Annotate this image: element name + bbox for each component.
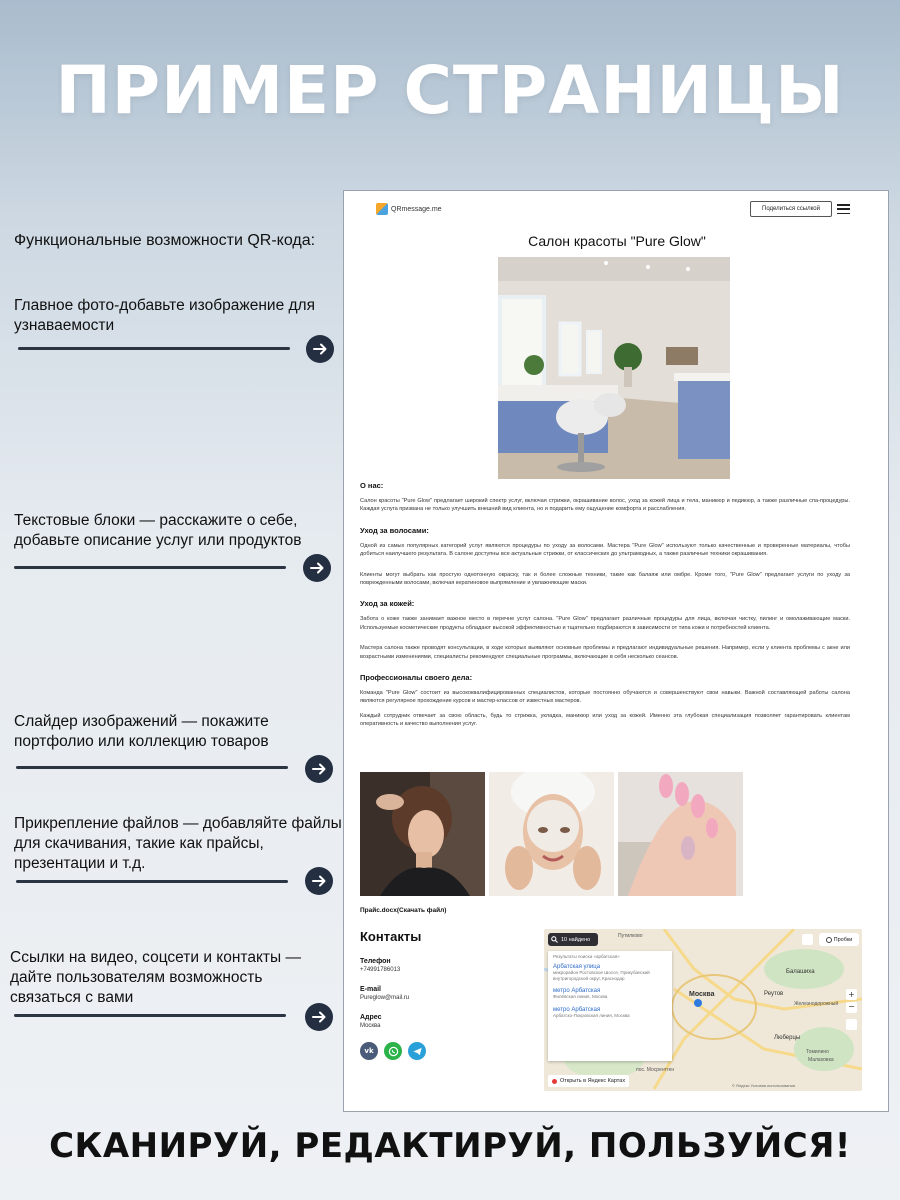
logo-icon [376,203,388,215]
feature-underline [14,1014,286,1017]
ruler-icon[interactable] [802,934,813,945]
feature-file-attach [14,814,344,874]
result-desc: Арбатско-Покровская линия, Москва [553,1013,630,1018]
result-name: метро Арбатская [553,1007,601,1013]
open-in-yandex-maps[interactable] [548,1075,629,1087]
logo-text: QRmessage.me [391,205,442,213]
section-text: Команда "Pure Glow" состоит из высококвалифицированных специалистов, которые постоянно обучаются и совершенствуют свои навыки. Важной составляющей работы салона являются регулярное прохождение курсов и мастер-классов от известных мастеров. [360,690,850,705]
feature-image-slider [14,712,344,752]
section-text: Мастера салона также проводят консультации, в ходе которых выявляют основные проблемы и предлагают индивидуальные решения. Например, если у клиента проблемы с акне или возрастными изменениями, специалисты рекомендуют специальные программы, включающие в себя несколько сеансов. [360,645,850,660]
map-label-reutov: Реутов [764,991,784,997]
text-blocks [360,481,850,741]
section-text: Клиенты могут выбрать как простую однотонную окраску, так и более сложные техники, такие как балаяж или омбре. Кроме того, "Pure Glow" предлагает услуги по уходу за поврежденными волосами, включая кератиновое выпрямление и увлажняющие маски. [360,571,850,587]
section-heading: Профессионалы своего дела: [360,673,473,683]
feature-text: Слайдер изображений — покажите портфолио или коллекцию товаров [14,713,269,750]
contacts-block [360,929,530,1060]
result-item[interactable] [553,964,667,982]
result-name: Арбатская улица [553,964,601,970]
feature-main-photo [14,296,344,336]
bottom-slogan: СКАНИРУЙ, РЕДАКТИРУЙ, ПОЛЬЗУЙСЯ! [49,1126,851,1166]
arrow-right-icon[interactable] [305,755,333,783]
site-logo[interactable] [376,203,442,215]
slide-hairstyle[interactable] [360,772,485,896]
section-text: Одной из самых популярных категорий услуг являются процедуры по уходу за волосами. Мастера "Pure Glow" используют только качественные и проверенные материалы, чтобы добиться наилучшего результата. В салоне доступны все актуальные стрижки, от классических до ультрамодных, а также различные техники окрашивания. [360,542,850,558]
open-maps-label: Открыть в Яндекс Картах [560,1078,626,1084]
feature-text: Текстовые блоки — расскажите о себе, добавьте описание услуг или продуктов [14,512,302,549]
map-label-mosrentgen: пос. Мосрентген [636,1067,675,1073]
results-header: Результаты поиска «арбатская» [553,954,620,959]
features-heading: Функциональные возможности QR-кода: [14,232,316,249]
section-text: Каждый сотрудник отвечает за свою область, будь то стрижка, укладка, маникюр или уход за кожей. Именно эта глубокая специализация позволяет гарантировать клиентам оперативность и качество выполнения услуг. [360,712,850,728]
geolocation-icon[interactable] [846,1019,857,1030]
zoom-out-button[interactable]: − [846,1002,857,1013]
main-photo [498,257,730,479]
map-search-chip[interactable] [548,933,598,946]
vk-icon[interactable]: vk [360,1042,378,1060]
map-pin-icon [552,1079,557,1084]
email-label: E-mail [360,986,382,993]
traffic-button[interactable] [819,933,859,946]
search-icon [551,936,558,943]
share-link-button[interactable]: Поделиться ссылкой [750,201,832,217]
search-results-panel [548,951,672,1061]
telegram-icon[interactable] [408,1042,426,1060]
result-item[interactable] [553,988,667,999]
image-slider[interactable] [360,772,760,896]
phone-label: Телефон [360,958,391,965]
arrow-right-icon[interactable] [306,335,334,363]
section-heading: О нас: [360,481,384,490]
yandex-map[interactable] [544,929,862,1091]
page-title: Салон красоты "Pure Glow" [528,233,706,249]
feature-text: Прикрепление файлов — добавляйте файлы для скачивания, такие как прайсы, презентации и т.д. [14,815,342,872]
page-preview [343,190,889,1112]
result-desc: микрорайон Ростовское Шоссе, Прикубанский внутригородской округ, Краснодар [553,970,650,981]
social-links [360,1042,530,1060]
feature-text: Ссылки на видео, соцсети и контакты — дайте пользователям возможность связаться с вами [10,949,301,1006]
map-label-moscow: Москва [689,991,715,998]
section-text: Салон красоты "Pure Glow" предлагает широкий спектр услуг, включая стрижки, окрашивание волос, уход за кожей лица и тела, маникюр и педикюр, а также различные спа-процедуры. Каждая услуга призвана не только улучшить внешний вид клиента, но и подарить ему ощущение комфорта и расслабления. [360,498,850,513]
feature-underline [18,347,290,350]
menu-icon[interactable] [837,204,850,214]
arrow-right-icon[interactable] [305,867,333,895]
result-name: метро Арбатская [553,988,601,994]
zoom-in-button[interactable]: + [846,989,857,1000]
feature-text: Главное фото-добавьте изображение для узнаваемости [14,297,315,334]
result-item[interactable] [553,1007,667,1018]
phone-value[interactable]: +74991786013 [360,967,401,973]
result-desc: Филёвская линия, Москва [553,994,608,999]
feature-underline [14,566,286,569]
map-label-balashikha: Балашиха [786,969,815,975]
address-label: Адрес [360,1014,382,1021]
map-label-lyubertsy: Люберцы [774,1035,801,1041]
arrow-right-icon[interactable] [305,1003,333,1031]
section-heading: Уход за кожей: [360,599,415,609]
whatsapp-icon[interactable] [384,1042,402,1060]
slide-facial-mask[interactable] [489,772,614,896]
email-value[interactable]: Pureglow@mail.ru [360,995,410,1001]
slide-manicure[interactable] [618,772,743,896]
section-text: Забота о коже также занимает важное место в перечне услуг салона. "Pure Glow" предлагает различные процедуры для лица, включая чистку, пилинг и омолаживающие маски. Используемые косметические продукты обладают высокой эффективностью и тщательно подбираются в зависимости от типа кожи и потребностей клиента. [360,616,850,631]
map-label-putilkovo: Путилково [618,933,643,939]
section-heading: Уход за волосами: [360,525,429,535]
feature-links-contacts [10,948,340,1008]
traffic-label: Пробки [833,936,853,943]
feature-underline [16,766,288,769]
file-download-link[interactable]: Прайс.docx(Скачать файл) [360,907,447,914]
address-value: Москва [360,1023,381,1029]
map-label-zheleznodorozhny: Железнодорожный [794,1001,839,1007]
contacts-title: Контакты [360,929,422,944]
map-label-malakhovka: Малаховка [808,1057,834,1063]
feature-text-blocks [14,511,344,551]
traffic-icon [826,937,832,943]
map-credit: © Яндекс Условия использования [732,1083,796,1088]
found-count: 10 найдено [561,936,591,943]
feature-underline [16,880,288,883]
arrow-right-icon[interactable] [303,554,331,582]
map-label-tomilino: Томилино [806,1049,829,1055]
hero-title: ПРИМЕР СТРАНИЦЫ [55,52,845,129]
